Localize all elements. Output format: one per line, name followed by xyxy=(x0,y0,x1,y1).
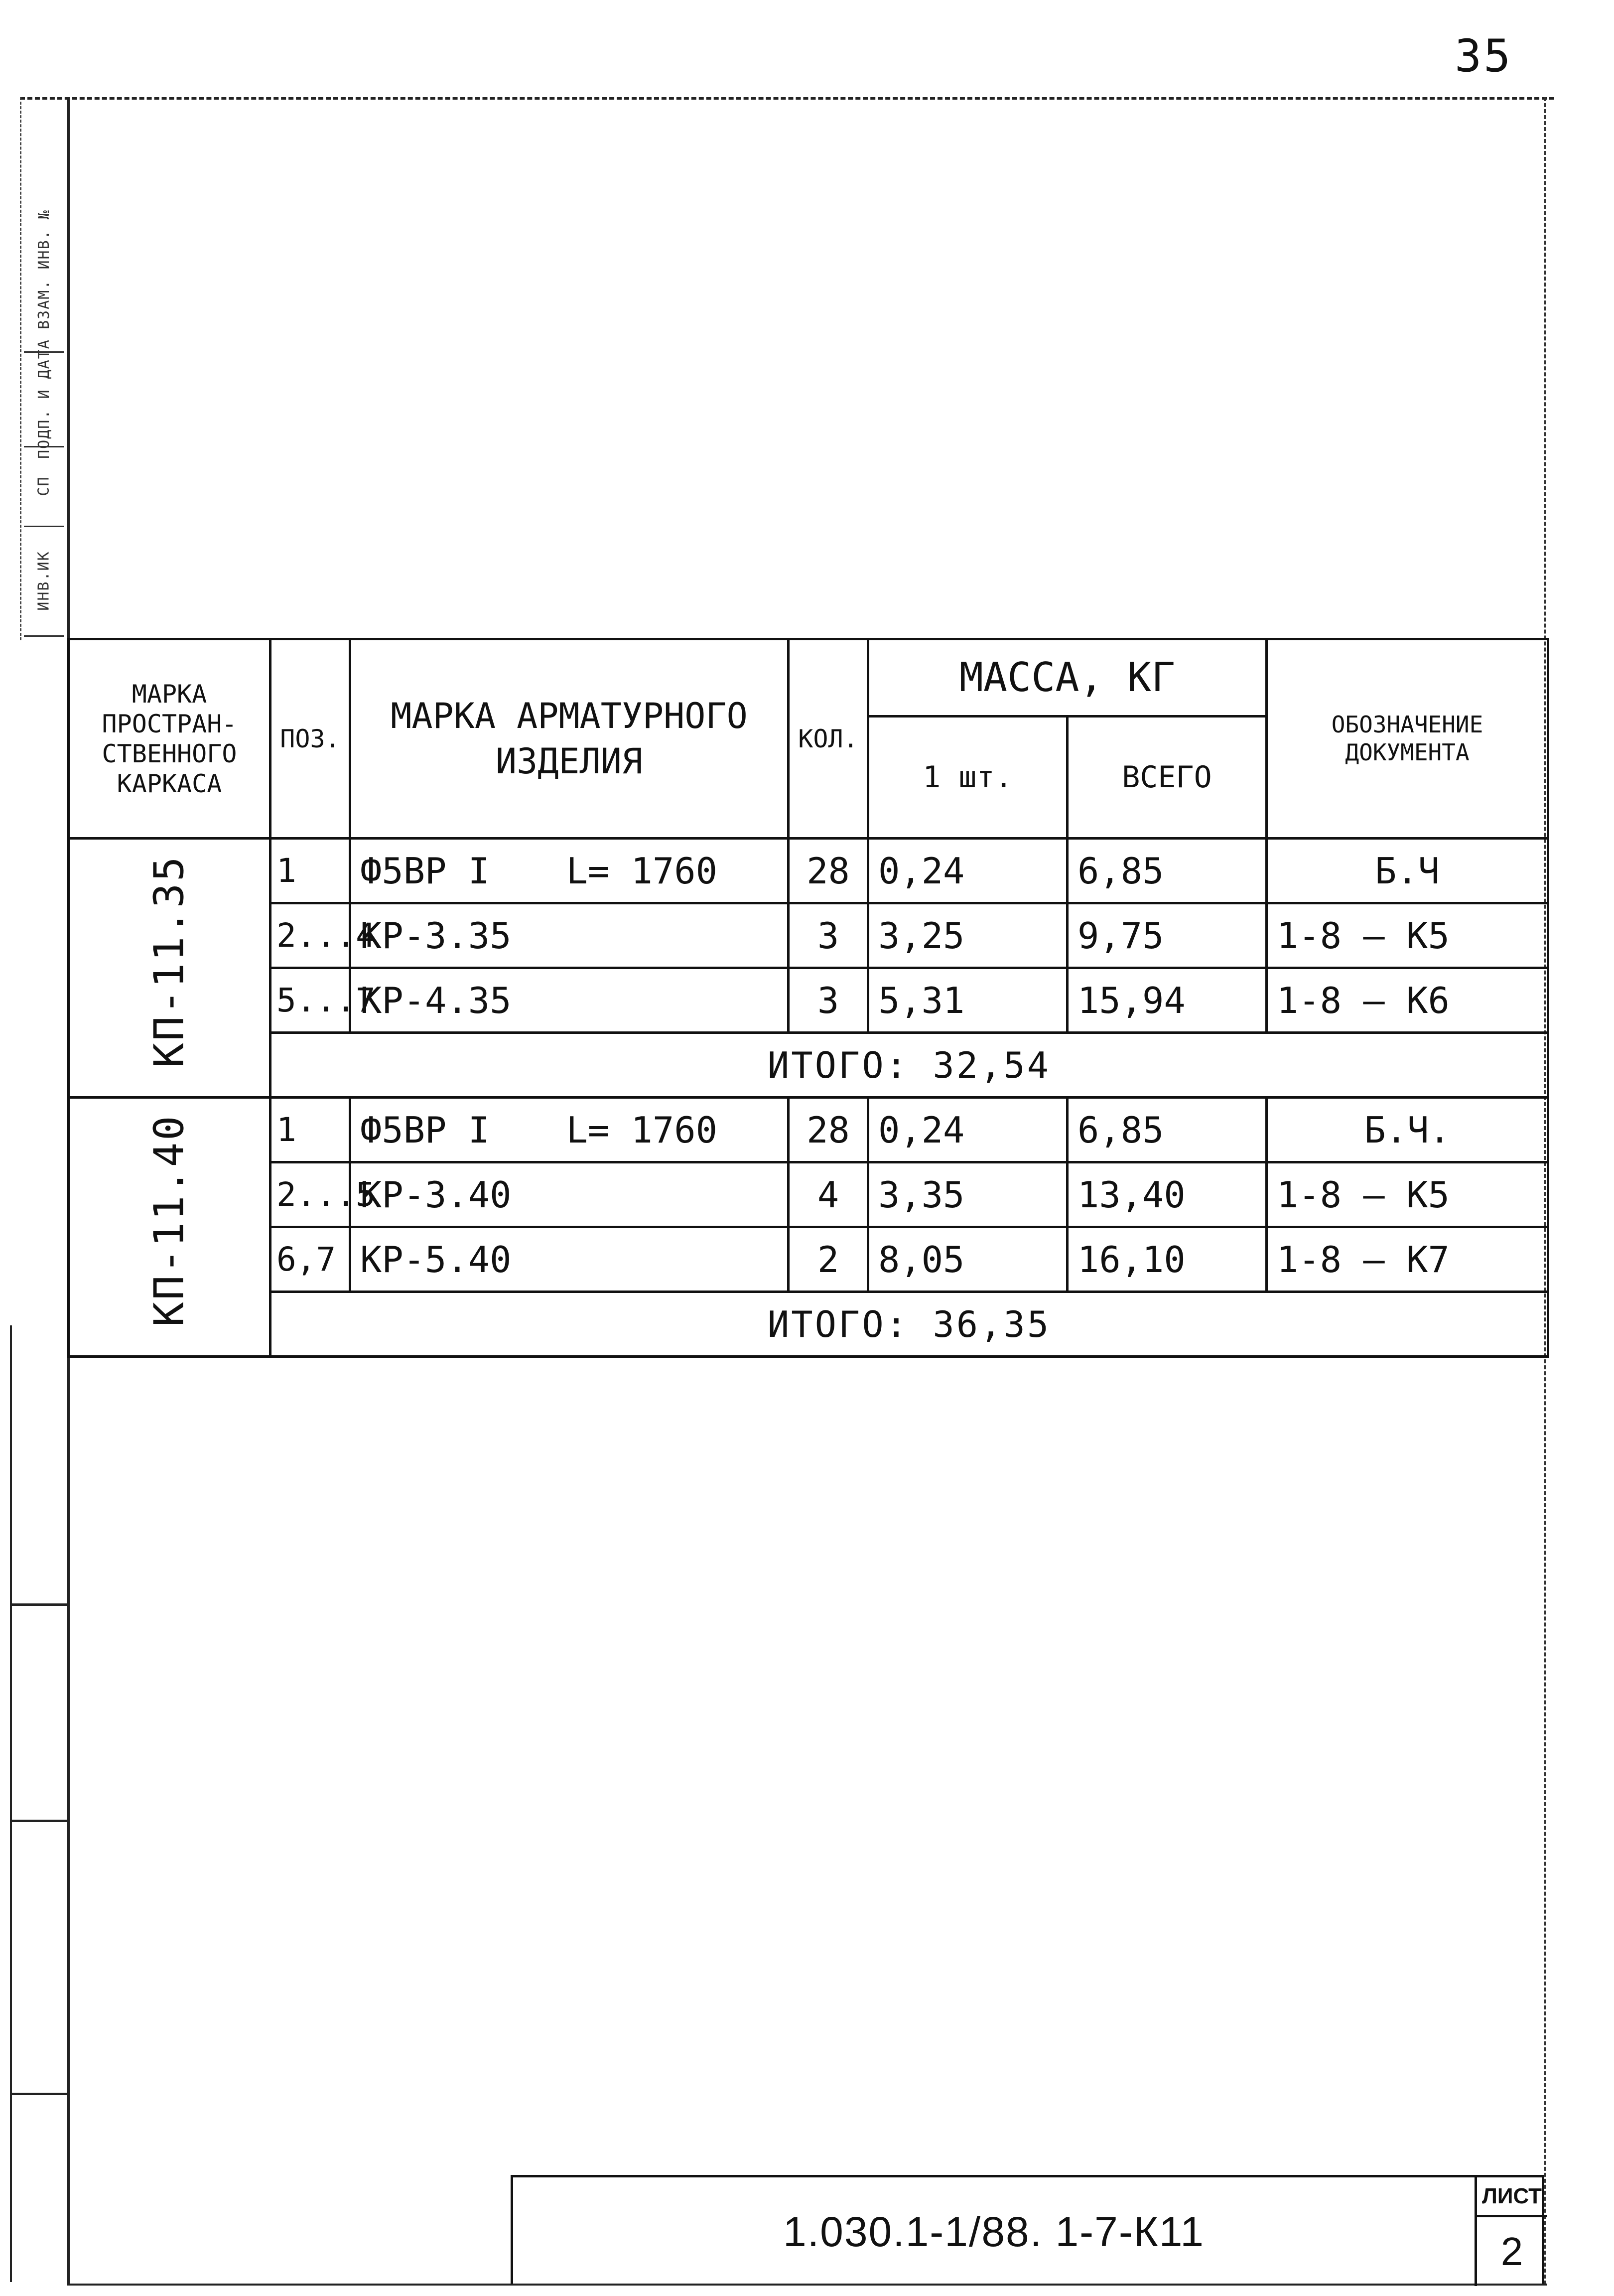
cell-qty: 3 xyxy=(789,968,868,1033)
header-mass-total: ВСЕГО xyxy=(1068,717,1267,839)
cell-item xyxy=(350,839,789,903)
table-total-row xyxy=(69,1292,1548,1357)
table-row xyxy=(69,1162,1548,1227)
document-code: 1.030.1-1/88. 1-7-К11 xyxy=(783,2208,1205,2255)
side-divider xyxy=(10,2093,70,2095)
frame-mark-cell xyxy=(69,1098,270,1357)
frame-mark: КП-11.35 xyxy=(145,855,193,1068)
header-frame-mark: МАРКА ПРОСТРАН-СТВЕННОГО КАРКАСА xyxy=(69,639,270,839)
header-quantity: КОЛ. xyxy=(789,639,868,839)
group-total: ИТОГО: 32,54 xyxy=(270,1033,1548,1098)
cell-mass-unit: 0,24 xyxy=(868,1098,1068,1162)
frame-mark: КП-11.40 xyxy=(145,1114,193,1327)
side-strip-line xyxy=(10,1325,12,2282)
cell-item xyxy=(350,903,789,968)
item-mark: КР-4.35 xyxy=(360,979,512,1021)
cell-mass-unit: 3,25 xyxy=(868,903,1068,968)
cell-item xyxy=(350,1098,789,1162)
table-row xyxy=(69,1098,1548,1162)
cell-mass-total: 6,85 xyxy=(1068,1098,1267,1162)
cell-pos: 5...7 xyxy=(270,968,350,1033)
item-length: L= 1760 xyxy=(566,850,717,892)
binding-cell-signature: ПОДП. И ДАТА xyxy=(24,351,64,447)
cell-mass-unit: 8,05 xyxy=(868,1227,1068,1292)
cell-item xyxy=(350,1227,789,1292)
item-mark: КР-5.40 xyxy=(360,1238,512,1281)
item-mark: Ф5ВР I xyxy=(360,850,490,892)
table-row xyxy=(69,968,1548,1033)
cell-pos: 2...4 xyxy=(270,903,350,968)
cell-mass-unit: 3,35 xyxy=(868,1162,1068,1227)
side-divider xyxy=(10,1603,70,1606)
item-mark: КР-3.35 xyxy=(360,914,512,957)
header-position: ПОЗ. xyxy=(270,639,350,839)
cell-doc: 1-8 — К6 xyxy=(1267,968,1548,1033)
side-divider xyxy=(10,1820,70,1822)
header-item-mark: МАРКА АРМАТУРНОГО ИЗДЕЛИЯ xyxy=(350,639,789,839)
sheet-frame-top xyxy=(20,97,1554,100)
item-mark: Ф5ВР I xyxy=(360,1109,490,1151)
cell-doc: Б.Ч xyxy=(1267,839,1548,903)
title-block xyxy=(511,2175,1544,2284)
group-total: ИТОГО: 36,35 xyxy=(270,1292,1548,1357)
cell-doc: 1-8 — К5 xyxy=(1267,903,1548,968)
cell-qty: 28 xyxy=(789,1098,868,1162)
table-row xyxy=(69,903,1548,968)
sheet-box xyxy=(1475,2177,1547,2286)
cell-pos: 6,7 xyxy=(270,1227,350,1292)
cell-item xyxy=(350,1162,789,1227)
specification-table xyxy=(67,638,1549,1358)
cell-mass-total: 16,10 xyxy=(1068,1227,1267,1292)
header-document: ОБОЗНАЧЕНИЕ ДОКУМЕНТА xyxy=(1267,639,1548,839)
cell-pos: 1 xyxy=(270,1098,350,1162)
cell-mass-total: 15,94 xyxy=(1068,968,1267,1033)
binding-cell-replacement: ВЗАМ. ИНВ. № xyxy=(24,187,64,353)
sheet-number: 2 xyxy=(1500,2229,1523,2274)
item-length: L= 1760 xyxy=(566,1109,717,1151)
cell-doc: 1-8 — К7 xyxy=(1267,1227,1548,1292)
table-total-row xyxy=(69,1033,1548,1098)
cell-pos: 1 xyxy=(270,839,350,903)
cell-doc: Б.Ч. xyxy=(1267,1098,1548,1162)
table-header-row xyxy=(69,639,1548,717)
header-mass: МАССА, КГ xyxy=(868,639,1267,717)
cell-item xyxy=(350,968,789,1033)
table-row xyxy=(69,839,1548,903)
cell-mass-unit: 0,24 xyxy=(868,839,1068,903)
binding-cell-inventory: ИНВ.ИК xyxy=(24,526,64,637)
cell-mass-total: 9,75 xyxy=(1068,903,1267,968)
binding-strip-edge xyxy=(20,97,21,640)
table-row xyxy=(69,1227,1548,1292)
cell-mass-total: 6,85 xyxy=(1068,839,1267,903)
cell-mass-unit: 5,31 xyxy=(868,968,1068,1033)
cell-doc: 1-8 — К5 xyxy=(1267,1162,1548,1227)
cell-mass-total: 13,40 xyxy=(1068,1162,1267,1227)
cell-qty: 4 xyxy=(789,1162,868,1227)
binding-strip xyxy=(20,97,67,640)
cell-pos: 2...5 xyxy=(270,1162,350,1227)
item-mark: КР-3.40 xyxy=(360,1173,512,1216)
binding-cell-sp: СП xyxy=(24,446,64,527)
sheet-label: ЛИСТ xyxy=(1477,2177,1547,2217)
page-number: 35 xyxy=(1455,30,1513,82)
header-mass-unit: 1 шт. xyxy=(868,717,1068,839)
cell-qty: 2 xyxy=(789,1227,868,1292)
cell-qty: 28 xyxy=(789,839,868,903)
cell-qty: 3 xyxy=(789,903,868,968)
frame-mark-cell xyxy=(69,839,270,1098)
